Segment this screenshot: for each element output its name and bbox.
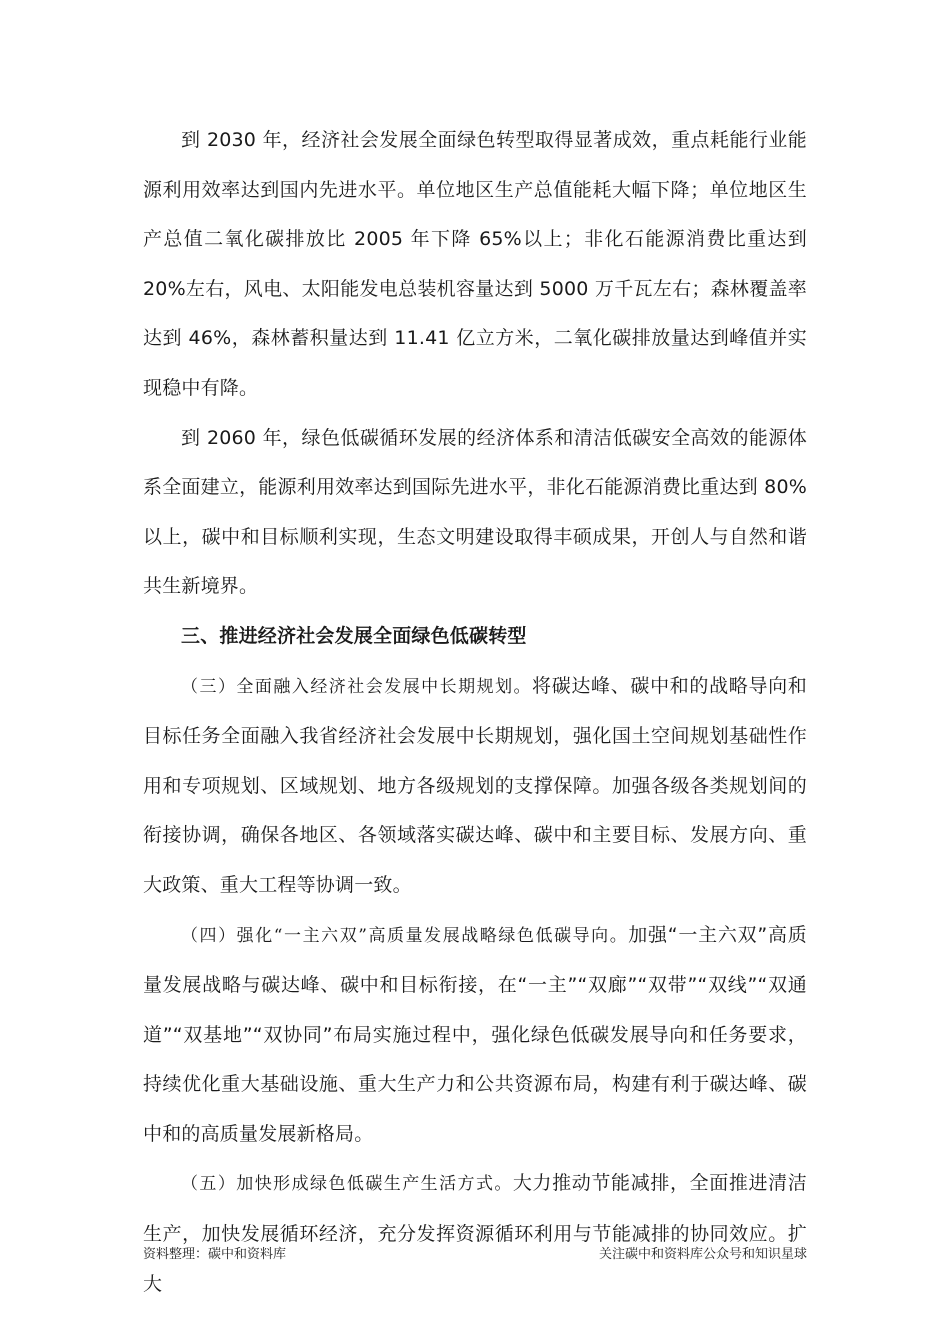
- paragraph-item-4-lead: （四）强化“一主六双”高质量发展战略绿色低碳导向。: [181, 925, 629, 946]
- paragraph-item-4: [143, 911, 807, 1160]
- paragraph-2030-goals: 到 2030 年，经济社会发展全面绿色转型取得显著成效，重点耗能行业能源利用效率达到国内先进水平。单位地区生产总值能耗大幅下降；单位地区生产总值二氧化碳排放比 2005 年下降 65%以上；非化石能源消费比重达到 20%左右，风电、太阳能发电总装机容量达到 5000 万千瓦左右；森林覆盖率达到 46%，森林蓄积量达到 11.41 亿立方米，二氧化碳排放量达到峰值并实现稳中有降。: [143, 129, 807, 399]
- document-body: [143, 116, 807, 1309]
- footer-follow-note: 关注碳中和资料库公众号和知识星球: [598, 1247, 807, 1262]
- paragraph-item-3-lead: （三）全面融入经济社会发展中长期规划。: [181, 676, 533, 697]
- paragraph-item-4-body: 加强“一主六双”高质量发展战略与碳达峰、碳中和目标衔接，在“一主”“双廊”“双带”“双线”“双通道”“双基地”“双协同”布局实施过程中，强化绿色低碳发展导向和任务要求，持续优化重大基础设施、重大生产力和公共资源布局，构建有利于碳达峰、碳中和的高质量发展新格局。: [143, 923, 807, 1145]
- footer-source: 资料整理：碳中和资料库: [143, 1247, 287, 1262]
- paragraph-item-3: [143, 662, 807, 911]
- paragraph-item-5-body: 大力推动节能减排，全面推进清洁生产，加快发展循环经济，充分发挥资源循环利用与节能减排的协同效应。扩大: [143, 1172, 807, 1295]
- paragraph-item-5: [143, 1159, 807, 1309]
- paragraph-2060-goals: 到 2060 年，绿色低碳循环发展的经济体系和清洁低碳安全高效的能源体系全面建立，能源利用效率达到国际先进水平，非化石能源消费比重达到 80%以上，碳中和目标顺利实现，生态文明建设取得丰硕成果，开创人与自然和谐共生新境界。: [143, 426, 807, 598]
- paragraph-item-3-body: 将碳达峰、碳中和的战略导向和目标任务全面融入我省经济社会发展中长期规划，强化国土空间规划基础性作用和专项规划、区域规划、地方各级规划的支撑保障。加强各级各类规划间的衔接协调，确保各地区、各领域落实碳达峰、碳中和主要目标、发展方向、重大政策、重大工程等协调一致。: [143, 674, 808, 896]
- section-heading-3: 三、推进经济社会发展全面绿色低碳转型: [181, 624, 527, 647]
- paragraph-item-5-lead: （五）加快形成绿色低碳生产生活方式。: [181, 1174, 513, 1195]
